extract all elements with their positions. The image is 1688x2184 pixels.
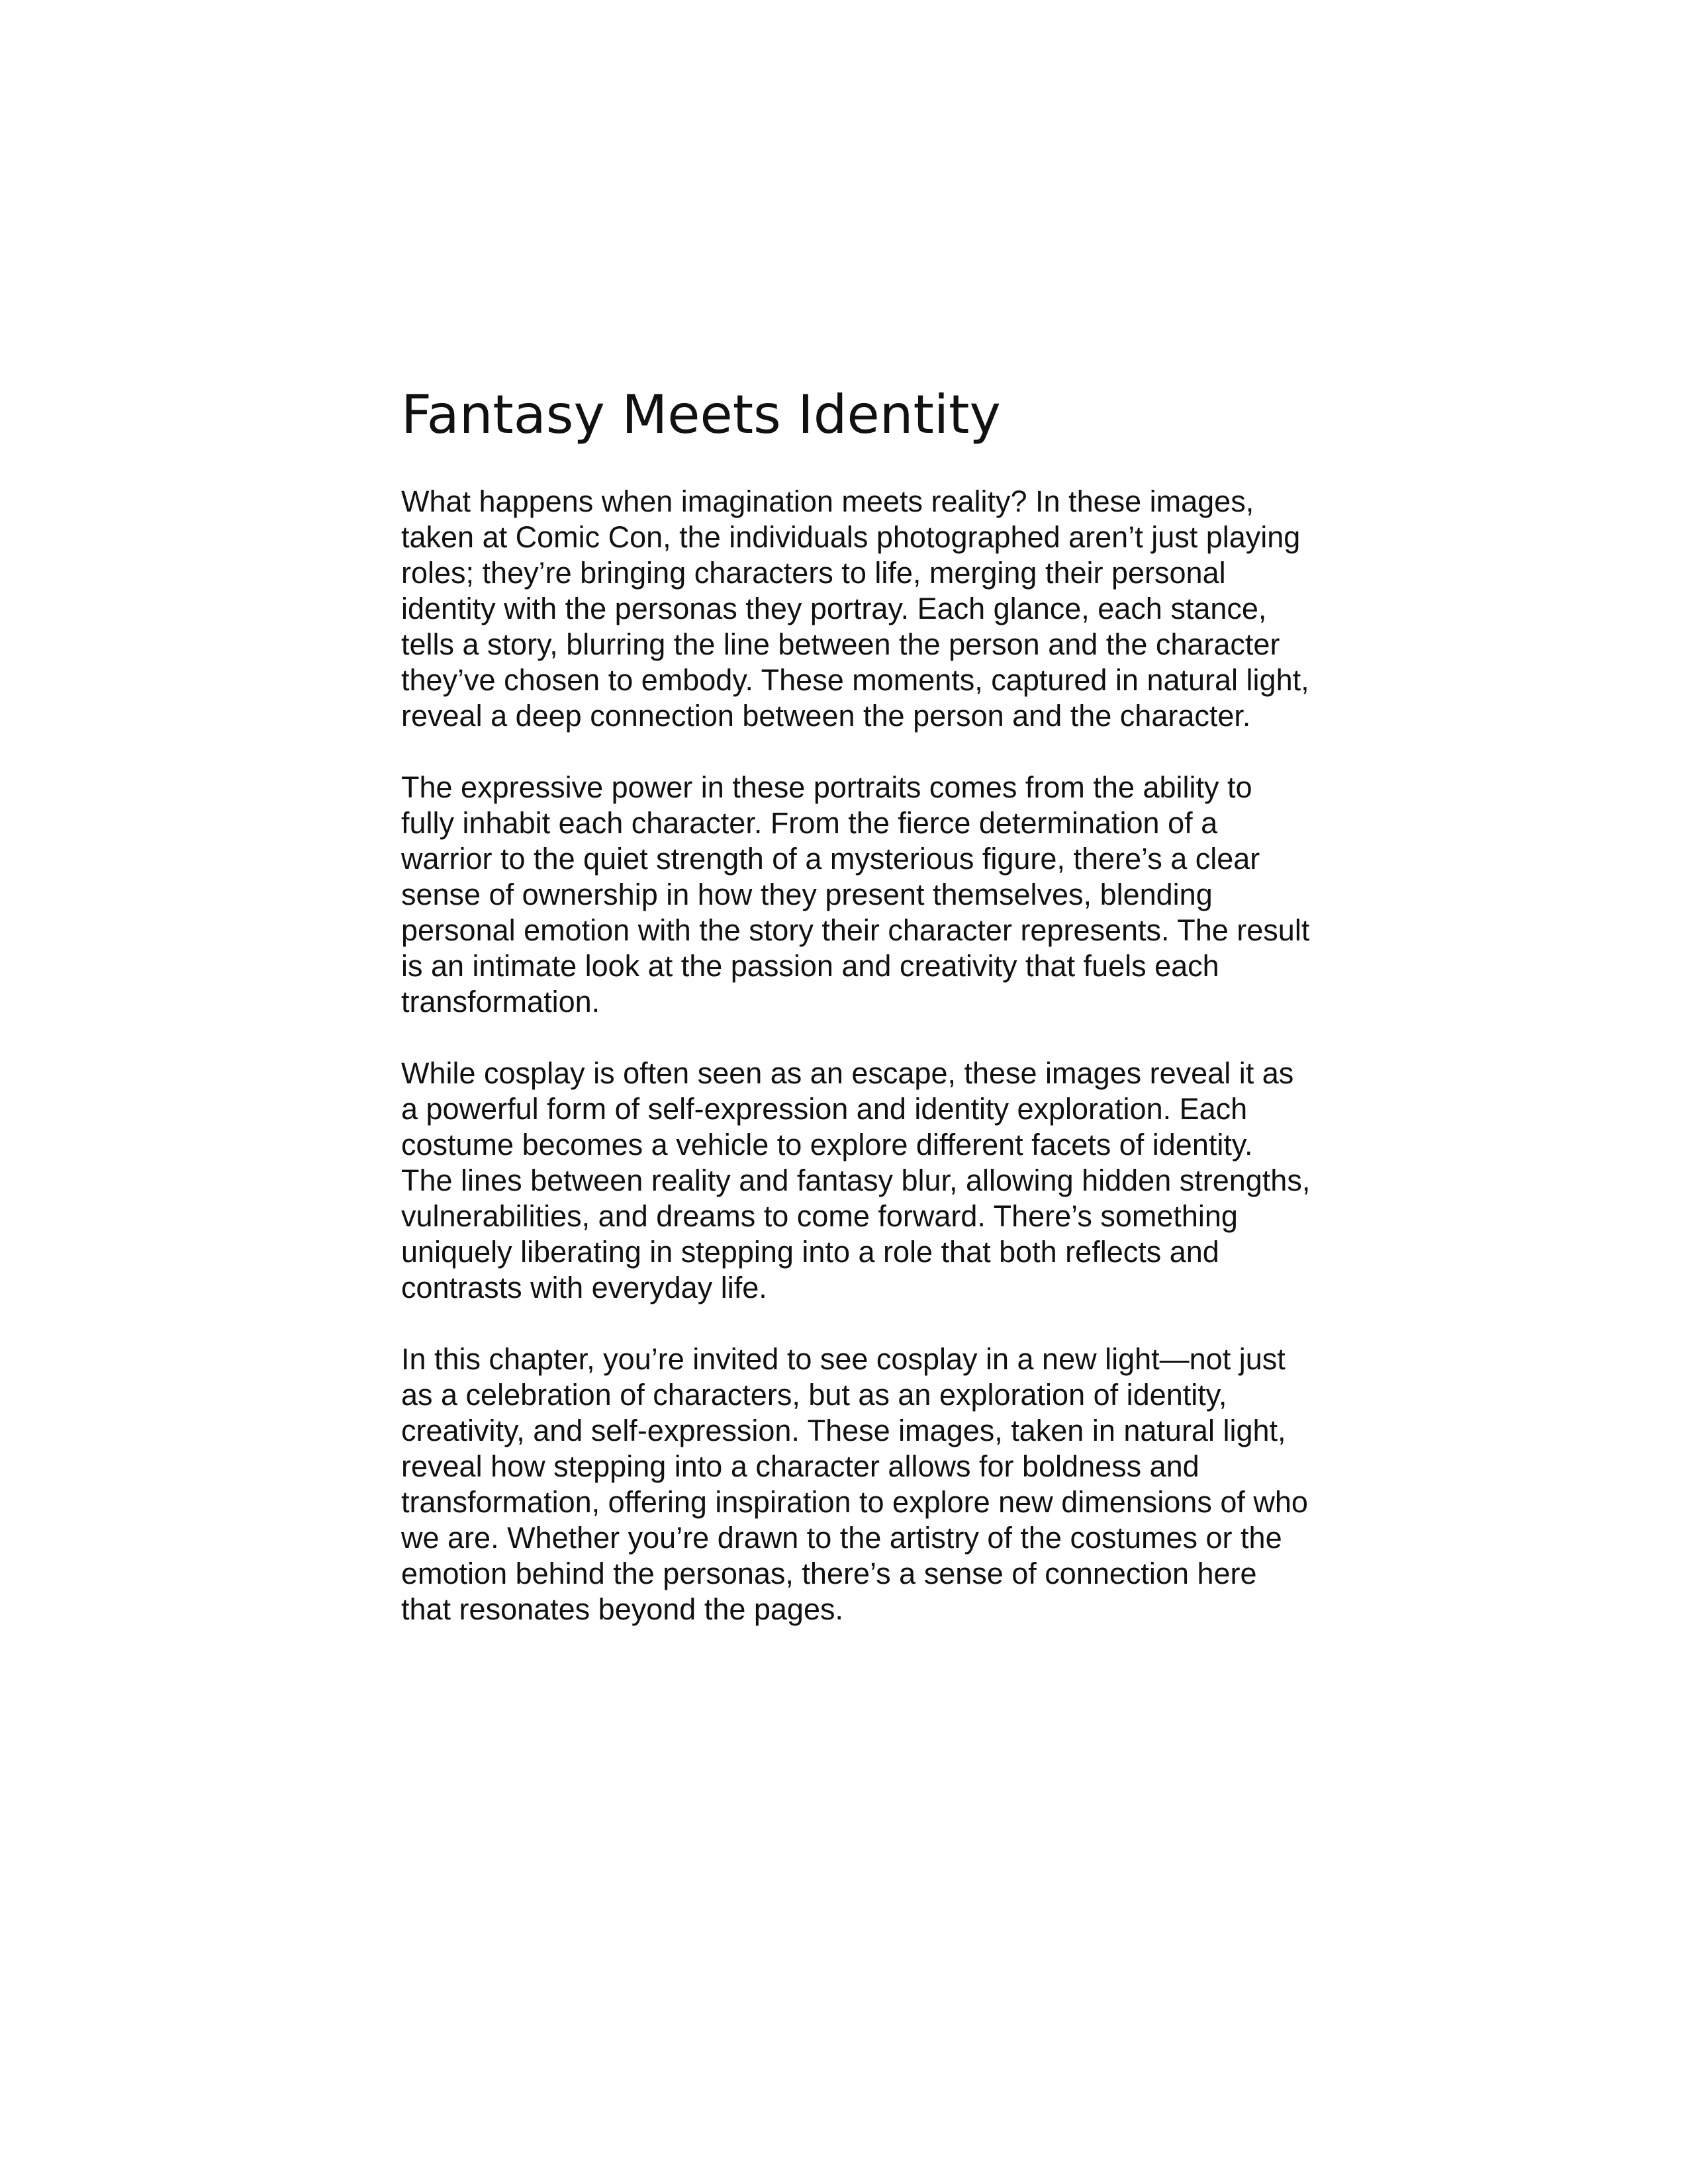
text-line: personal emotion with the story their character represents. The result [401,913,1310,947]
text-line: The lines between reality and fantasy blur, allowing hidden strengths, [401,1163,1311,1197]
text-line: as a celebration of characters, but as an exploration of identity, [401,1378,1227,1412]
text-line: costume becomes a vehicle to explore different facets of identity. [401,1128,1253,1161]
page-content [401,381,1341,1663]
text-line: emotion behind the personas, there’s a sense of connection here [401,1557,1257,1590]
text-line: creativity, and self-expression. These images, taken in natural light, [401,1414,1286,1447]
text-line: that resonates beyond the pages. [401,1592,843,1626]
text-line: In this chapter, you’re invited to see cosplay in a new light—not just [401,1342,1286,1376]
paragraph [401,770,1341,1020]
text-line: warrior to the quiet strength of a mysterious figure, there’s a clear [401,842,1260,876]
paragraph [401,484,1341,734]
text-line: a powerful form of self-expression and identity exploration. Each [401,1092,1248,1126]
text-line: sense of ownership in how they present themselves, blending [401,878,1213,911]
paragraph [401,1342,1341,1627]
text-line: reveal how stepping into a character allows for boldness and [401,1449,1199,1483]
text-line: transformation, offering inspiration to explore new dimensions of who [401,1485,1308,1519]
text-line: roles; they’re bringing characters to life, merging their personal [401,556,1226,590]
text-line: is an intimate look at the passion and creativity that fuels each [401,949,1219,983]
text-line: fully inhabit each character. From the fierce determination of a [401,806,1218,840]
text-line: tells a story, blurring the line between the person and the character [401,627,1280,661]
text-line: vulnerabilities, and dreams to come forward. There’s something [401,1199,1238,1233]
text-line: While cosplay is often seen as an escape, these images reveal it as [401,1056,1294,1090]
text-line: The expressive power in these portraits comes from the ability to [401,770,1252,804]
text-line: they’ve chosen to embody. These moments, captured in natural light, [401,663,1309,697]
text-line: identity with the personas they portray. Each glance, each stance, [401,592,1267,625]
text-line: contrasts with everyday life. [401,1271,767,1304]
text-line: taken at Comic Con, the individuals photographed aren’t just playing [401,520,1301,554]
text-line: transformation. [401,985,600,1019]
text-line: uniquely liberating in stepping into a role that both reflects and [401,1235,1219,1269]
text-line: reveal a deep connection between the person and the character. [401,699,1251,733]
page-title: Fantasy Meets Identity [401,384,1001,445]
text-line: we are. Whether you’re drawn to the artistry of the costumes or the [401,1521,1282,1555]
text-line: What happens when imagination meets reality? In these images, [401,484,1254,518]
paragraph [401,1056,1341,1306]
